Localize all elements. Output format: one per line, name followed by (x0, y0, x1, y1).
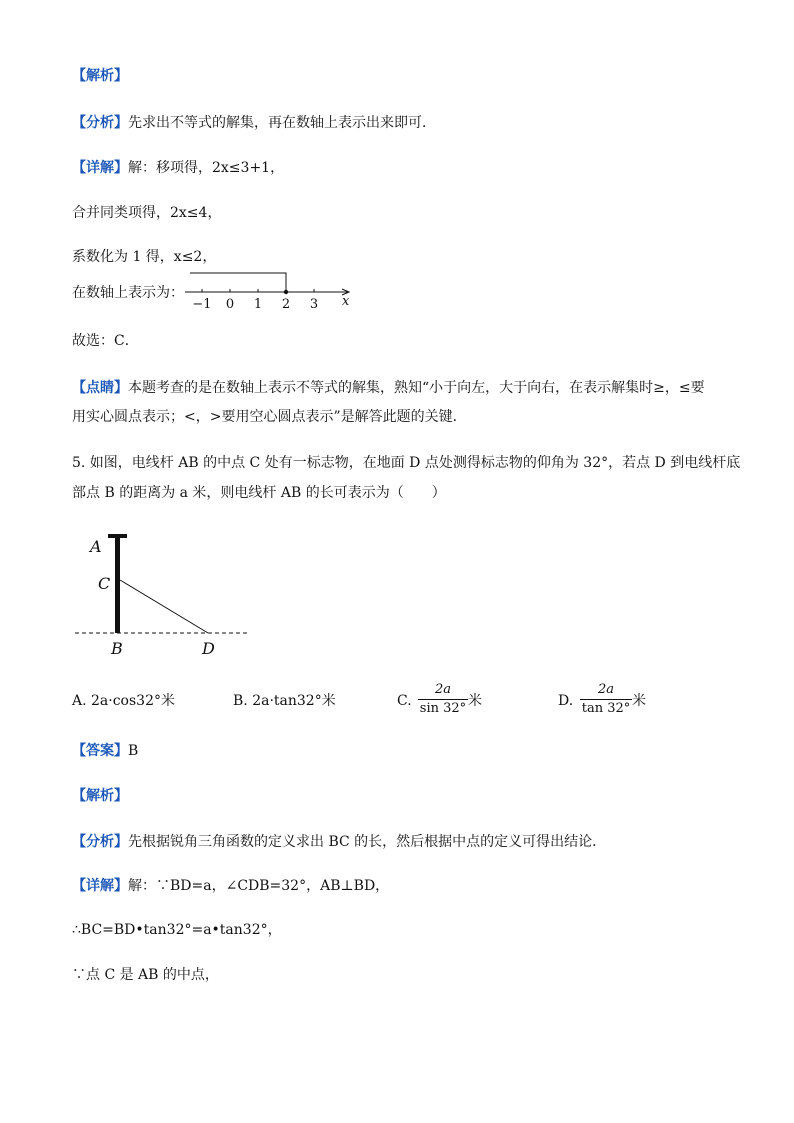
sight-line-cd (120, 580, 208, 633)
answer-tag: 【答案】 (72, 743, 128, 759)
option-d-denominator: tan 32° (581, 701, 631, 716)
solution-bracket (190, 273, 286, 292)
number-line-tick-label: 1 (253, 297, 263, 312)
xiangjie-tag: 【详解】 (72, 160, 128, 176)
detail-step1 (72, 158, 284, 178)
dianjing-text1: 本题考查的是在数轴上表示不等式的解集，熟知“小于向左，大于向右，在表示解集时≥，≤要 (128, 380, 705, 396)
dianjing-line1 (72, 378, 705, 398)
detail-step2: 合并同类项得，2x≤4， (72, 205, 222, 221)
q5-step1-text: 解：∵BD=a，∠CDB=32°，AB⊥BD， (128, 878, 390, 894)
pole-figure (70, 528, 260, 663)
fenxi-text: 先求出不等式的解集，再在数轴上表示出来即可． (128, 115, 436, 131)
option-c-unit: 米 (468, 693, 482, 709)
question5-line2: 部点 B 的距离为 a 米，则电线杆 AB 的长可表示为（ ） (72, 485, 446, 501)
q5-analysis-tag: 【解析】 (72, 788, 128, 804)
option-d-numerator: 2a (597, 682, 615, 697)
point-b-label: B (111, 639, 123, 658)
dianjing-line2: 用实心圆点表示；<，>要用空心圆点表示”是解答此题的关键． (72, 409, 467, 425)
q5-detail-step1 (72, 876, 389, 896)
pole-ab (115, 536, 120, 633)
q5-fenxi-text: 先根据锐角三角函数的定义求出 BC 的长，然后根据中点的定义可得出结论． (128, 834, 607, 850)
step1-text: 解：移项得，2x≤3+1， (128, 160, 285, 176)
q5-detail-step2: ∴BC=BD•tan32°=a•tan32°， (72, 922, 282, 938)
detail-step3: 系数化为 1 得，x≤2， (72, 249, 217, 265)
question5-line1: 5. 如图，电线杆 AB 的中点 C 处有一标志物，在地面 D 点处测得标志物的仰角为 32°，若点 D 到电线杆底 (72, 455, 741, 471)
dianjing-tag: 【点睛】 (72, 380, 128, 396)
point-d-label: D (202, 639, 215, 658)
option-c-label: C. (397, 693, 412, 709)
answer-value: B (128, 743, 139, 759)
option-c-fraction (418, 682, 468, 717)
fenxi-tag: 【分析】 (72, 115, 128, 131)
number-line-figure (180, 266, 360, 314)
option-b: B. 2a·tan32°米 (233, 693, 336, 709)
number-line-tick-label: −1 (192, 297, 212, 312)
choose-line: 故选：C． (72, 333, 139, 349)
q5-analysis-line (72, 832, 606, 852)
option-d-fraction (580, 682, 632, 717)
point-a-label: A (90, 537, 102, 556)
number-line-tick-label: 3 (309, 297, 319, 312)
q5-detail-step3: ∵点 C 是 AB 的中点， (72, 967, 219, 983)
option-c-denominator: sin 32° (419, 701, 467, 716)
analysis-line (72, 113, 436, 133)
number-line-tick-label: 2 (281, 297, 291, 312)
option-a: A. 2a·cos32°米 (72, 693, 175, 709)
number-line-tick-label: 0 (225, 297, 235, 312)
option-d-label: D. (558, 693, 574, 709)
pole-top-cap (108, 534, 127, 538)
answer-line (72, 741, 138, 761)
option-c-numerator: 2a (434, 682, 452, 697)
q5-xiangjie-tag: 【详解】 (72, 878, 128, 894)
option-d-unit: 米 (632, 693, 646, 709)
analysis-tag: 【解析】 (72, 68, 128, 84)
axis-variable-label: x (342, 294, 350, 309)
q5-fenxi-tag: 【分析】 (72, 834, 128, 850)
point-c-label: C (98, 574, 111, 593)
numberline-label: 在数轴上表示为： (72, 285, 184, 301)
